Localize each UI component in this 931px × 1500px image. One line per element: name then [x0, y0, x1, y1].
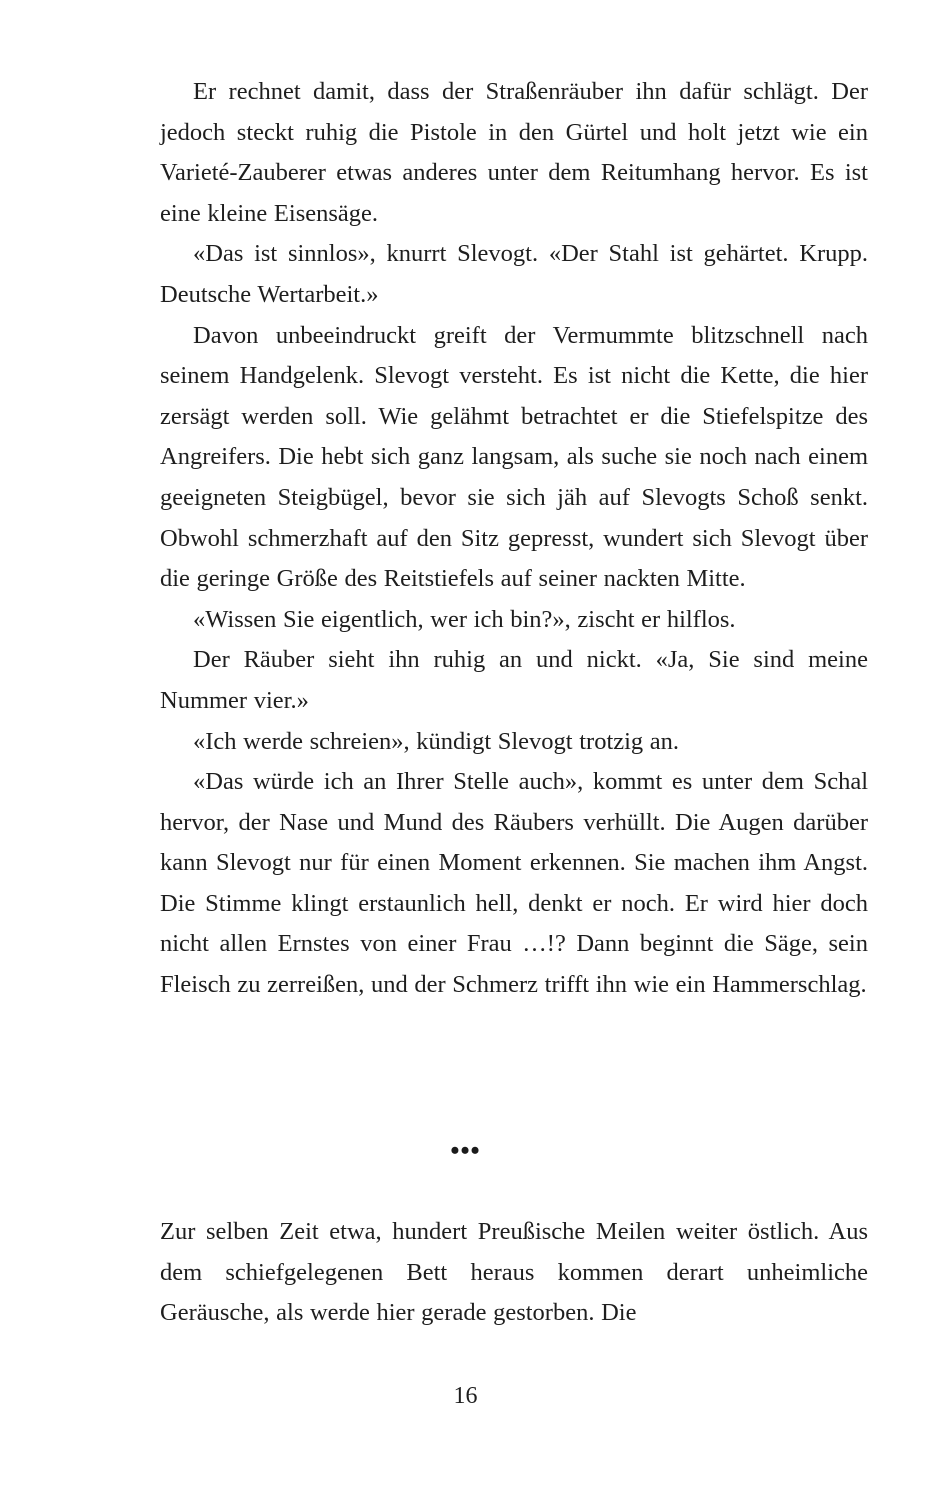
paragraph: «Das würde ich an Ihrer Stelle auch», kommt es unter dem Schal hervor, der Nase und Mund des Räubers verhüllt. Die Augen darüber kann Slevogt nur für einen Moment erkennen. Sie machen ihm Angst. Die Stimme klingt erstaunlich hell, denkt er noch. Er wird hier doch nicht allen Ernstes von einer Frau …!? Dann beginnt die Säge, sein Fleisch zu zerreißen, und der Schmerz trifft ihn wie ein Hammerschlag.: [160, 768, 868, 999]
paragraph: Zur selben Zeit etwa, hundert Preußische Meilen weiter östlich. Aus dem schiefgelegenen Bett heraus kommen derart unheimliche Geräusche, als werde hier gerade gestorben. Die: [160, 1218, 868, 1327]
text-block-after-break: [160, 1212, 868, 1334]
scene-break: •••: [450, 1136, 481, 1165]
paragraph: Er rechnet damit, dass der Straßenräuber ihn dafür schlägt. Der jedoch steckt ruhig die Pistole in den Gürtel und holt jetzt wie ein Varieté-Zauberer etwas anderes unter dem Reitumhang hervor. Es ist eine kleine Eisensäge.: [160, 78, 868, 227]
text-block-before-break: [160, 72, 868, 1006]
paragraph: «Wissen Sie eigentlich, wer ich bin?», zischt er hilflos.: [193, 605, 736, 633]
page-number: 16: [453, 1383, 478, 1409]
paragraph: «Das ist sinnlos», knurrt Slevogt. «Der Stahl ist gehärtet. Krupp. Deutsche Wertarbeit.»: [160, 240, 868, 308]
paragraph: Der Räuber sieht ihn ruhig an und nickt. «Ja, Sie sind meine Nummer vier.»: [160, 646, 868, 714]
paragraph: «Ich werde schreien», kündigt Slevogt trotzig an.: [193, 727, 680, 755]
paragraph: Davon unbeeindruckt greift der Vermummte blitzschnell nach seinem Handgelenk. Slevogt versteht. Es ist nicht die Kette, die hier zersägt werden soll. Wie gelähmt betrachtet er die Stiefelspitze des Angreifers. Die hebt sich ganz langsam, als suche sie noch nach einem geeigneten Steigbügel, bevor sie sich jäh auf Slevogts Schoß senkt. Obwohl schmerzhaft auf den Sitz gepresst, wundert sich Slevogt über die geringe Größe des Reitstiefels auf seiner nackten Mitte.: [160, 321, 868, 593]
